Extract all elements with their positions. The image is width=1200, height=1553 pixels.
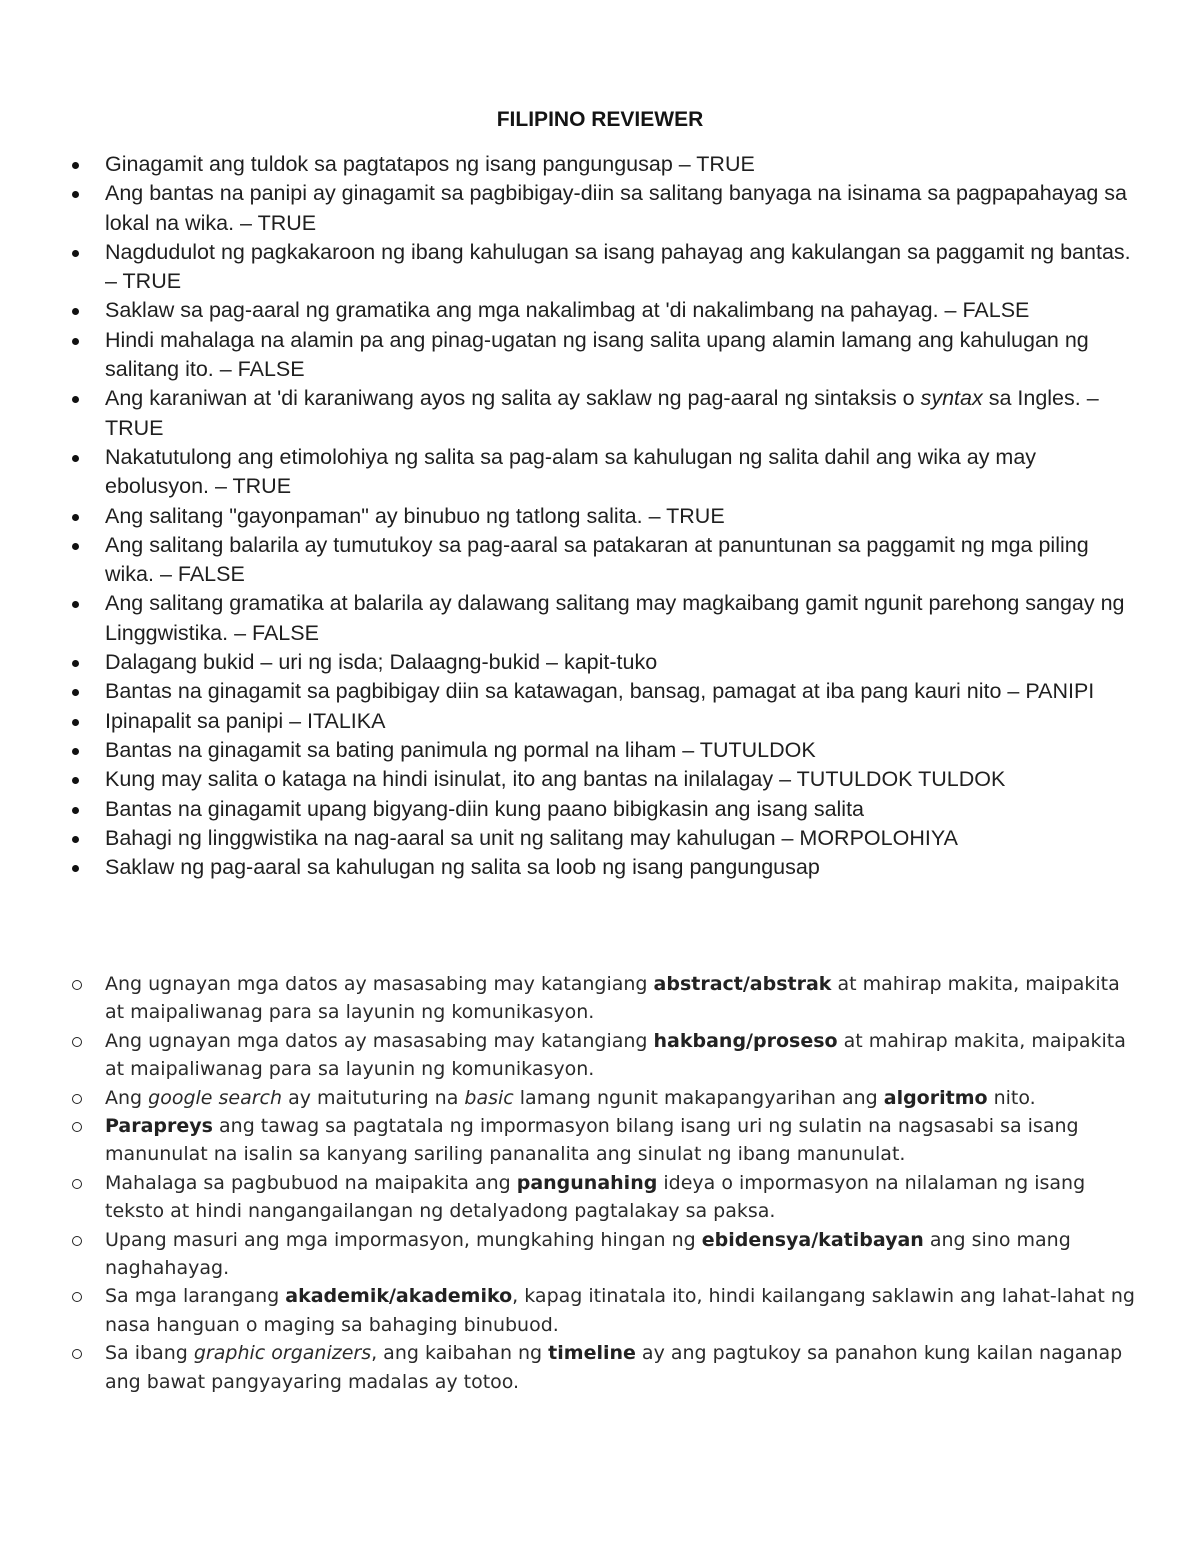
list-item-text: Nakatutulong ang etimolohiya ng salita sa pag-alam sa kahulugan ng salita dahil ang wika ay may ebolusyon. – TRUE xyxy=(105,444,1037,499)
list-item xyxy=(0,296,1200,325)
list-item xyxy=(0,238,1200,297)
list-item-text: Sa mga larangang xyxy=(105,1285,286,1308)
list-item xyxy=(0,1226,1200,1283)
circle-bullet-icon xyxy=(72,1292,82,1302)
list-item-text: Ginagamit ang tuldok sa pagtatapos ng isang pangungusap – TRUE xyxy=(105,152,755,176)
circle-bullet-icon xyxy=(72,1349,82,1359)
list-item-text: ideya o impormasyon na nilalaman ng isang teksto at hindi nangangailangan ng detalyadong pagtalakay sa paksa. xyxy=(105,1171,1086,1223)
list-item xyxy=(0,531,1200,590)
list-item-text: Ang salitang gramatika at balarila ay dalawang salitang may magkaibang gamit ngunit parehong sangay ng Linggwistika. – FALSE xyxy=(105,591,1125,645)
list-item-text: Ang salitang "gayonpaman" ay binubuo ng tatlong salita. – TRUE xyxy=(105,503,725,528)
list-item xyxy=(0,1282,1200,1339)
list-item-text: Bantas na ginagamit sa bating panimula ng pormal na liham – TUTULDOK xyxy=(105,737,816,762)
list-item-text: , ang kaibahan ng xyxy=(371,1342,549,1365)
list-item xyxy=(0,502,1200,531)
circle-bullet-icon xyxy=(72,980,82,990)
list-item-text: Nagdudulot ng pagkakaroon ng ibang kahulugan sa isang pahayag ang kakulangan sa paggamit ng bantas. – TRUE xyxy=(105,239,1131,294)
circle-bullet-icon xyxy=(72,1037,82,1047)
list-item xyxy=(0,179,1200,238)
list-item xyxy=(0,824,1200,853)
bullet-icon xyxy=(72,396,79,403)
bullet-icon xyxy=(72,777,79,784)
list-item-text: ang tawag sa pagtatala ng impormasyon bilang isang uri ng sulatin na nagsasabi sa isang manunulat na isalin sa kanyang sariling pananalita ang sinulat ng ibang manunulat. xyxy=(105,1115,1079,1166)
italic-term: graphic organizers xyxy=(193,1342,372,1365)
page-title: FILIPINO REVIEWER xyxy=(496,108,704,131)
list-item xyxy=(0,1169,1200,1226)
bullet-icon xyxy=(72,748,79,755)
key-term: hakbang/proseso xyxy=(653,1029,838,1052)
list-item-text: at mahirap makita, maipakita at maipaliwanag para sa layunin ng komunikasyon. xyxy=(105,973,1120,1024)
list-item-text: Kung may salita o kataga na hindi isinulat, ito ang bantas na inilalagay – TUTULDOK TULDOK xyxy=(105,767,1006,792)
key-term: Parapreys xyxy=(105,1115,213,1138)
bullet-icon xyxy=(72,719,79,726)
bullet-icon xyxy=(72,514,79,521)
list-item-text: Ang bantas na panipi ay ginagamit sa pagbibigay-diin sa salitang banyaga na isinama sa pagpapahayag sa lokal na wika. – TRUE xyxy=(105,181,1127,235)
key-term: pangunahing xyxy=(516,1171,658,1194)
bullet-icon xyxy=(72,455,79,462)
key-term: akademik/akademiko xyxy=(285,1285,513,1308)
list-item-text: at mahirap makita, maipakita at maipaliwanag para sa layunin ng komunikasyon. xyxy=(105,1029,1126,1081)
list-item-text: sa Ingles. – TRUE xyxy=(105,386,1099,440)
list-item-text: Hindi mahalaga na alamin pa ang pinag-ugatan ng isang salita upang alamin lamang ang kahulugan ng salitang ito. – FALSE xyxy=(105,327,1089,382)
bullet-icon xyxy=(72,836,79,843)
list-item xyxy=(0,589,1200,648)
list-item xyxy=(0,1339,1200,1396)
list-item xyxy=(0,384,1200,443)
key-term: algoritmo xyxy=(883,1086,988,1109)
bullet-icon xyxy=(72,191,79,198)
list-item-text: Saklaw ng pag-aaral sa kahulugan ng salita sa loob ng isang pangungusap xyxy=(105,855,820,880)
list-item xyxy=(0,150,1200,179)
key-term: ebidensya/katibayan xyxy=(701,1228,924,1251)
bullet-icon xyxy=(72,807,79,814)
list-item-text: Mahalaga sa pagbubuod na maipakita ang xyxy=(105,1171,517,1194)
circle-bullet-icon xyxy=(72,1179,82,1189)
list-item xyxy=(0,1112,1200,1169)
bullet-icon xyxy=(72,162,79,169)
key-term: timeline xyxy=(548,1342,636,1365)
list-item-text: , kapag itinatala ito, hindi kailangang saklawin ang lahat-lahat ng nasa hanguan o maging sa bahaging binubuod. xyxy=(105,1285,1135,1336)
list-item xyxy=(0,736,1200,765)
list-item-text: Dalagang bukid – uri ng isda; Dalaagng-bukid – kapit-tuko xyxy=(105,650,658,675)
list-item xyxy=(0,1084,1200,1112)
bullet-icon xyxy=(72,308,79,315)
list-item-text: Bahagi ng linggwistika na nag-aaral sa unit ng salitang may kahulugan – MORPOLOHIYA xyxy=(105,825,958,850)
bullet-icon xyxy=(72,865,79,872)
circle-bullet-icon xyxy=(72,1122,82,1132)
list-item-text: Ang karaniwan at 'di karaniwang ayos ng salita ay saklaw ng pag-aaral ng sintaksis o xyxy=(105,386,921,411)
list-item-text: Ang salitang balarila ay tumutukoy sa pag-aaral sa patakaran at panuntunan sa paggamit ng mga piling wika. – FALSE xyxy=(105,532,1089,587)
circle-bullet-icon xyxy=(72,1236,82,1246)
bullet-icon xyxy=(72,689,79,696)
true-false-list xyxy=(0,150,1200,882)
circle-bullet-icon xyxy=(72,1094,82,1104)
list-item xyxy=(0,443,1200,502)
list-item-text: ang sino mang naghahayag. xyxy=(105,1228,1071,1280)
italic-term: google search xyxy=(148,1086,283,1109)
list-item xyxy=(0,677,1200,706)
key-term: abstract/abstrak xyxy=(653,973,832,995)
bullet-icon xyxy=(72,660,79,667)
list-item-text: ay maituturing na xyxy=(282,1086,465,1109)
list-item-text: Upang masuri ang mga impormasyon, mungkahing hingan ng xyxy=(105,1228,702,1251)
list-item xyxy=(0,707,1200,736)
bullet-icon xyxy=(72,543,79,550)
list-item xyxy=(0,853,1200,882)
list-item xyxy=(0,765,1200,794)
bullet-icon xyxy=(72,250,79,257)
list-item xyxy=(0,648,1200,677)
list-item-text: Ang xyxy=(105,1086,149,1109)
list-item xyxy=(0,970,1200,1027)
list-item-text: nito. xyxy=(987,1086,1036,1109)
list-item-text: Ang ugnayan mga datos ay masasabing may katangiang xyxy=(105,973,654,995)
list-item xyxy=(0,1027,1200,1084)
list-item-text: Sa ibang xyxy=(105,1342,194,1365)
list-item-text: Bantas na ginagamit upang bigyang-diin kung paano bibigkasin ang isang salita xyxy=(105,796,865,821)
list-item-text: lamang ngunit makapangyarihan ang xyxy=(513,1086,884,1109)
list-item-text: Saklaw sa pag-aaral ng gramatika ang mga nakalimbag at 'di nakalimbang na pahayag. – FALSE xyxy=(105,298,1030,323)
concept-list xyxy=(0,970,1200,1396)
list-item-text: Ipinapalit sa panipi – ITALIKA xyxy=(105,708,386,733)
list-item xyxy=(0,795,1200,824)
bullet-icon xyxy=(72,601,79,608)
list-item-text: ay ang pagtukoy sa panahon kung kailan naganap ang bawat pangyayaring madalas ay totoo. xyxy=(105,1342,1123,1393)
list-item-text: Ang ugnayan mga datos ay masasabing may katangiang xyxy=(105,1029,654,1052)
bullet-icon xyxy=(72,338,79,345)
italic-term: syntax xyxy=(920,386,983,411)
list-item xyxy=(0,326,1200,385)
list-item-text: Bantas na ginagamit sa pagbibigay diin sa katawagan, bansag, pamagat at iba pang kauri nito – PANIPI xyxy=(105,679,1095,704)
italic-term: basic xyxy=(464,1086,514,1109)
